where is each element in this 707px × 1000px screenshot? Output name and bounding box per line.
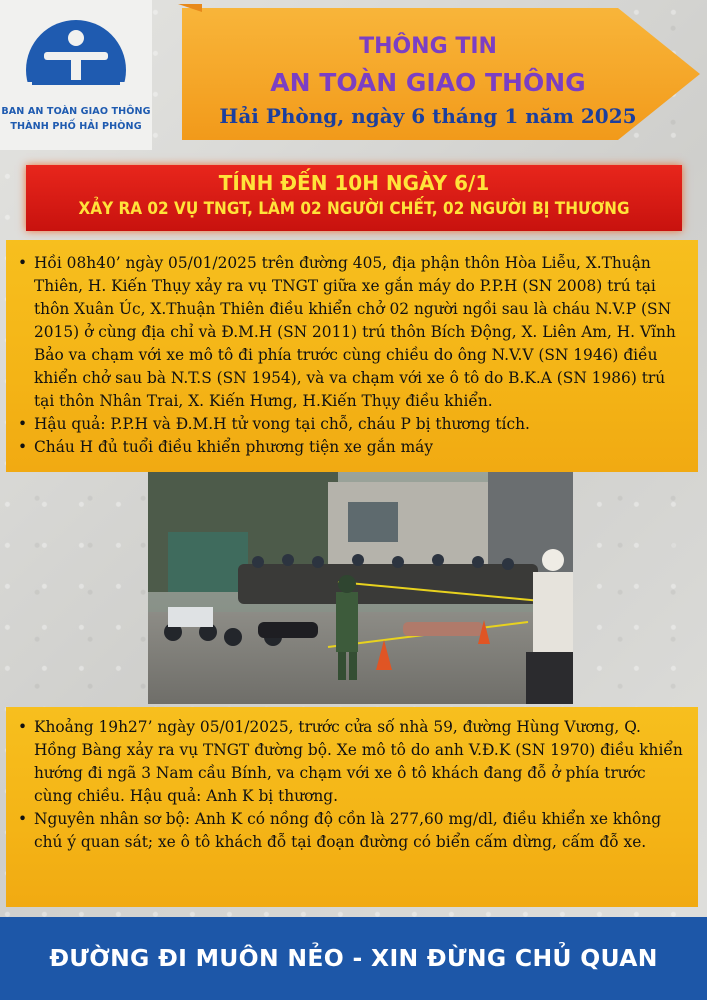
headline-line1: TÍNH ĐẾN 10H NGÀY 6/1 <box>218 171 490 195</box>
incident-2-list <box>18 716 686 854</box>
organization-name-line1: BAN AN TOÀN GIAO THÔNG <box>1 106 151 117</box>
banner-title-line1: THÔNG TIN <box>359 34 497 59</box>
title-banner <box>178 4 705 144</box>
organization-name-line2: THÀNH PHỐ HẢI PHÒNG <box>10 121 142 132</box>
organization-name <box>0 104 152 134</box>
incident-1-note: • Cháu H đủ tuổi điều khiển phương tiện xe gắn máy <box>18 436 686 459</box>
incident-1-description: • Hồi 08h40’ ngày 05/01/2025 trên đường 405, địa phận thôn Hòa Liễu, X.Thuận Thiên, H. Kiến Thụy xảy ra vụ TNGT giữa xe gắn máy do P.P.H (SN 2008) trú tại thôn Xuân Úc, X.Thuận Thiên điều khiển chở 02 người ngồi sau là cháu N.V.P (SN 2015) ở cùng địa chỉ và Đ.M.H (SN 2011) trú thôn Bích Động, X. Liên Am, H. Vĩnh Bảo va chạm với xe mô tô đi phía trước cùng chiều do ông N.V.V (SN 1946) điều khiển chở sau bà N.T.S (SN 1954), và va chạm với xe ô tô do B.K.A (SN 1986) trú tại thôn Nhân Trai, X. Kiến Hưng, H.Kiến Thụy điều khiển. <box>18 252 686 413</box>
incident-2-cause: • Nguyên nhân sơ bộ: Anh K có nồng độ cồn là 277,60 mg/dl, điều khiển xe không chú ý quan sát; xe ô tô khách đỗ tại đoạn đường có biển cấm dừng, cấm đỗ xe. <box>18 808 686 854</box>
logo-block <box>0 0 152 150</box>
incident-1-list <box>18 252 686 459</box>
incident-2-description: • Khoảng 19h27’ ngày 05/01/2025, trước cửa số nhà 59, đường Hùng Vương, Q. Hồng Bàng xảy ra vụ TNGT đường bộ. Xe mô tô do anh V.Đ.K (SN 1970) điều khiển hướng đi ngã 3 Nam cầu Bính, va chạm với xe ô tô khách đang đỗ ở phía trước cùng chiều. Hậu quả: Anh K bị thương. <box>18 716 686 808</box>
headline-line2: XẢY RA 02 VỤ TNGT, LÀM 02 NGƯỜI CHẾT, 02 NGƯỜI BỊ THƯƠNG <box>78 199 630 219</box>
banner-title-line2: AN TOÀN GIAO THÔNG <box>270 68 586 97</box>
incident-2-box <box>6 707 698 907</box>
footer-slogan: ĐƯỜNG ĐI MUÔN NẺO - XIN ĐỪNG CHỦ QUAN <box>0 917 707 1000</box>
banner-date: Hải Phòng, ngày 6 tháng 1 năm 2025 <box>219 104 637 128</box>
incident-1-box <box>6 240 698 472</box>
accident-scene-photo <box>148 472 573 704</box>
traffic-safety-logo-icon <box>22 16 130 102</box>
summary-headline <box>26 165 682 231</box>
incident-1-consequence: • Hậu quả: P.P.H và Đ.M.H tử vong tại chỗ, cháu P bị thương tích. <box>18 413 686 436</box>
